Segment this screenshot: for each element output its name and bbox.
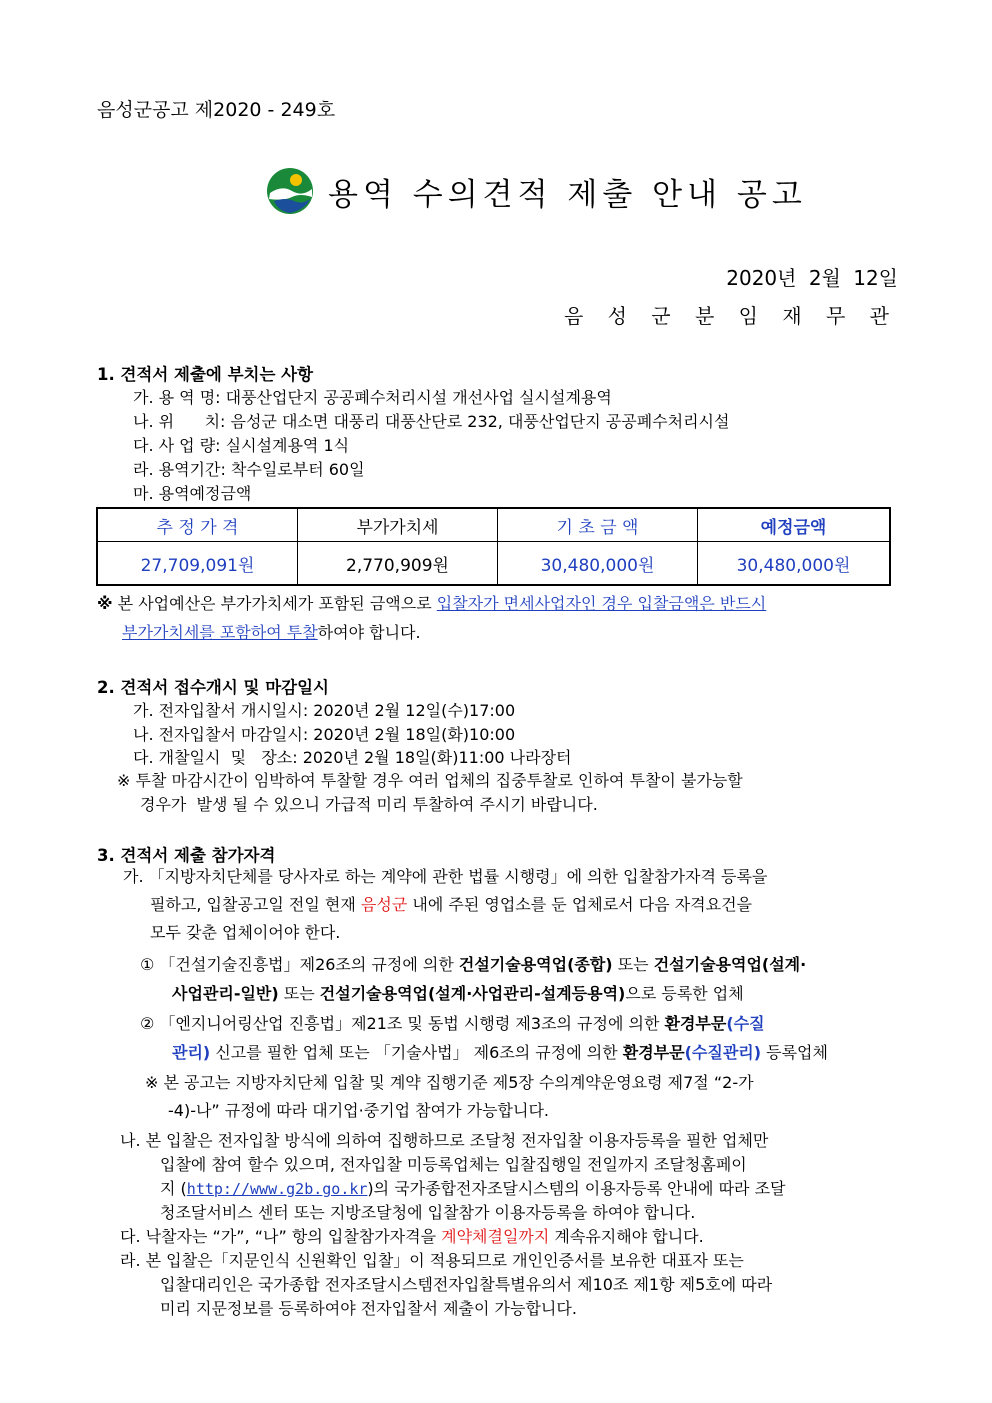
qualification-ga-line-2: [150, 892, 752, 915]
bid-open-time: 가. 전자입찰서 개시일시: 2020년 2월 12일(수)17:00: [133, 701, 516, 720]
bid-warning-line-1: ※ 투찰 마감시간이 임박하여 투찰할 경우 여러 업체의 집중투찰로 인하여 투찰이 불가능할: [117, 771, 743, 790]
price-table: [96, 507, 891, 586]
value-planned-amount: 30,480,000원: [698, 542, 891, 586]
qualification-ra-line-3: 미리 지문정보를 등록하여야 전자입찰서 제출이 가능합니다.: [160, 1299, 577, 1318]
c2-blue-c: (수질: [726, 1014, 765, 1033]
c2-blue-2a: 관리): [172, 1043, 211, 1062]
vat-note-emphasis-2: 부가가치세를 포함하여 투찰: [122, 623, 318, 642]
c1-text-2b: 또는: [278, 984, 320, 1003]
title-block: [266, 166, 807, 216]
section-2-heading: 2. 견적서 접수개시 및 마감일시: [97, 678, 329, 697]
value-estimated-price: 27,709,091원: [97, 542, 298, 586]
condition-1-line-2: [172, 981, 744, 1004]
qualification-na-line-4: 청조달서비스 센터 또는 지방조달청에 입찰참가 이용자등록을 하여야 합니다.: [160, 1203, 696, 1222]
header-estimated-price: 추 정 가 격: [97, 508, 298, 542]
page-title: 용역 수의견적 제출 안내 공고: [328, 176, 807, 213]
na3-text-a: 지 (: [160, 1179, 187, 1198]
region-emphasis: 음성군: [360, 895, 408, 914]
c1-bold-b: 건설기술용역업(종합): [458, 955, 613, 974]
c2-text-a: ② 「엔지니어링산업 진흥법」제21조 및 동법 시행령 제3조의 규정에 의한: [140, 1014, 665, 1033]
bid-opening-place: 다. 개찰일시 및 장소: 2020년 2월 18일(화)11:00 나라장터: [133, 748, 572, 767]
c2-bold-b: 환경부문: [664, 1014, 727, 1033]
c1-bold-d: 건설기술용역업(설계·: [653, 955, 807, 974]
value-base-amount: 30,480,000원: [498, 542, 698, 586]
vat-note-line-2: [122, 620, 421, 643]
notice-number: 음성군공고 제2020 - 249호: [97, 99, 336, 121]
qualification-ga-line-1: 가. 「지방자치단체를 당사자로 하는 계약에 관한 법률 시행령」에 의한 입찰참가자격 등록을: [123, 867, 768, 886]
bid-warning-line-2: 경우가 발생 될 수 있으니 가급적 미리 투찰하여 주시기 바랍니다.: [140, 795, 598, 814]
service-period: 라. 용역기간: 착수일로부터 60일: [133, 460, 365, 479]
g2b-link[interactable]: http://www.g2b.go.kr: [186, 1180, 368, 1198]
qa-text-c: 내에 주된 영업소를 둔 업체로서 다음 자격요건을: [407, 895, 753, 914]
price-table-header: [97, 508, 890, 542]
qualification-na-line-2: 입찰에 참여 할수 있으며, 전자입찰 미등록업체는 입찰집행일 전일까지 조달청홈페이: [160, 1155, 747, 1174]
qualification-ga-line-3: 모두 갖춘 업체이어야 한다.: [150, 923, 341, 942]
contract-date-emphasis: 계약체결일까지: [441, 1227, 550, 1246]
section-1-heading: 1. 견적서 제출에 부치는 사항: [97, 365, 314, 384]
qualification-na-line-3: [160, 1176, 786, 1199]
c2-text-2e: 등록업체: [761, 1043, 828, 1062]
section-3-heading: 3. 견적서 제출 참가자격: [97, 846, 276, 865]
da-text-a: 다. 낙찰자는 “가”, “나” 항의 입찰참가자격을: [120, 1227, 442, 1246]
c2-bold-2c: 환경부문: [622, 1043, 685, 1062]
qualification-ra-line-2: 입찰대리인은 국가종합 전자조달시스템전자입찰특별유의서 제10조 제1항 제5호에 따라: [160, 1275, 773, 1294]
value-vat: 2,770,909원: [298, 542, 498, 586]
qualification-na-line-1: 나. 본 입찰은 전자입찰 방식에 의하여 집행하므로 조달청 전자입찰 이용자등록을 필한 업체만: [120, 1131, 769, 1150]
c1-text-2d: 으로 등록한 업체: [625, 984, 744, 1003]
header-planned-amount: 예정금액: [698, 508, 891, 542]
na3-text-c: )의 국가종합전자조달시스템의 이용자등록 안내에 따라 조달: [367, 1179, 786, 1198]
county-logo-icon: [266, 167, 314, 215]
service-budget-label: 마. 용역예정금액: [133, 484, 252, 503]
service-name: 가. 용 역 명: 대풍산업단지 공공폐수처리시설 개선사업 실시설계용역: [133, 388, 612, 407]
c1-bold-2c: 건설기술용역업(설계·사업관리-설계등용역): [319, 984, 626, 1003]
da-text-c: 계속유지해야 합니다.: [549, 1227, 704, 1246]
c1-bold-2a: 사업관리-일반): [172, 984, 279, 1003]
vat-note-emphasis: 입찰자가 면세사업자인 경우 입찰금액은 반드시: [436, 594, 767, 613]
header-base-amount: 기 초 금 액: [498, 508, 698, 542]
vat-note-tail: 하여야 합니다.: [317, 623, 421, 642]
condition-2-line-1: [140, 1011, 765, 1034]
price-table-values: [97, 542, 890, 586]
condition-2-line-2: [172, 1040, 828, 1063]
issuer: 음 성 군 분 임 재 무 관: [563, 304, 898, 328]
header-vat: 부가가치세: [298, 508, 498, 542]
qualification-da: [120, 1224, 704, 1247]
qa-text-a: 필하고, 입찰공고일 전일 현재: [150, 895, 361, 914]
c2-blue-2d: (수질관리): [684, 1043, 762, 1062]
vat-note-line-1: [97, 591, 766, 614]
company-size-note-line-2: -4)-나” 규정에 따라 대기업·중기업 참여가 가능합니다.: [168, 1101, 549, 1120]
service-quantity: 다. 사 업 량: 실시설계용역 1식: [133, 436, 350, 455]
note-mark: ※: [97, 594, 113, 613]
vat-note-text: 본 사업예산은 부가가치세가 포함된 금액으로: [117, 594, 437, 613]
c1-text-a: ① 「건설기술진흥법」제26조의 규정에 의한: [140, 955, 459, 974]
qualification-ra-line-1: 라. 본 입찰은「지문인식 신원확인 입찰」이 적용되므로 개인인증서를 보유한 대표자 또는: [120, 1251, 744, 1270]
bid-close-time: 나. 전자입찰서 마감일시: 2020년 2월 18일(화)10:00: [133, 725, 516, 744]
c1-text-c: 또는: [612, 955, 654, 974]
c2-text-2b: 신고를 필한 업체 또는 「기술사법」 제6조의 규정에 의한: [210, 1043, 623, 1062]
notice-date: 2020년 2월 12일: [726, 266, 898, 290]
company-size-note-line-1: ※ 본 공고는 지방자치단체 입찰 및 계약 집행기준 제5장 수의계약운영요령 제7절 “2-가: [145, 1073, 754, 1092]
condition-1-line-1: [140, 952, 806, 975]
service-location: 나. 위 치: 음성군 대소면 대풍리 대풍산단로 232, 대풍산업단지 공공폐수처리시설: [133, 412, 730, 431]
